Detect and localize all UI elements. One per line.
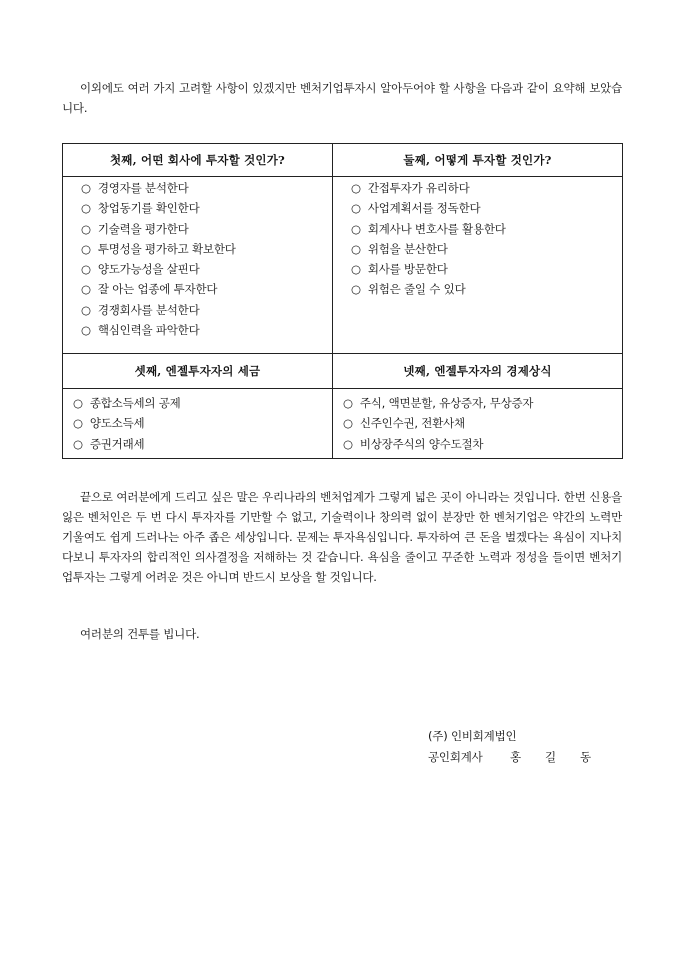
list-item: ○ 투명성을 평가하고 확보한다 (81, 239, 332, 259)
list-item: ○ 종합소득세의 공제 (73, 393, 332, 413)
signer-line (428, 747, 603, 768)
list-item: ○ 위험을 분산한다 (351, 239, 622, 259)
section-1-list (63, 177, 332, 340)
section-4-list (333, 389, 622, 454)
closing-wish: 여러분의 건투를 빕니다. (80, 627, 200, 641)
list-item: ○ 경영자를 분석한다 (81, 178, 332, 198)
closing-paragraph: 끝으로 여러분에게 드리고 싶은 말은 우리나라의 벤처업계가 그렇게 넓은 곳이 아니라는 것입니다. 한번 신용을 잃은 벤처인은 두 번 다시 투자자를 기만할 수 없고, 기술력이나 창의력 없이 분장만 한 벤처기업은 약간의 노력만 기울여도 쉽게 드러나는 아주 좁은 세상입니다. 문제는 투자욕심입니다. 투자하여 큰 돈을 벌겠다는 욕심이 지나치다보니 투자자의 합리적인 의사결정을 저해하는 것 같습니다. 욕심을 줄이고 꾸준한 노력과 정성을 들이면 벤처기업투자는 그렇게 어려운 것은 아니며 반드시 보상을 할 것입니다. (62, 490, 622, 584)
list-item: ○ 잘 아는 업종에 투자한다 (81, 279, 332, 299)
section-1-heading: 첫째, 어떤 회사에 투자할 것인가? (63, 144, 333, 177)
list-item: ○ 증권거래세 (73, 434, 332, 454)
list-item: ○ 창업동기를 확인한다 (81, 198, 332, 218)
intro-paragraph: 이외에도 여러 가지 고려할 사항이 있겠지만 벤처기업투자시 알아두어야 할 사항을 다음과 같이 요약해 보았습니다. (62, 81, 622, 115)
signer-name-char: 길 (545, 750, 556, 764)
list-item: ○ 양도가능성을 살핀다 (81, 259, 332, 279)
list-item: ○ 핵심인력을 파악한다 (81, 320, 332, 340)
section-2-body (333, 177, 623, 354)
list-item: ○ 기술력을 평가한다 (81, 219, 332, 239)
list-item: ○ 위험은 줄일 수 있다 (351, 279, 622, 299)
section-2-heading: 둘째, 어떻게 투자할 것인가? (333, 144, 623, 177)
section-1-body (63, 177, 333, 354)
section-4-heading: 넷째, 엔젤투자자의 경제상식 (333, 354, 623, 389)
list-item: ○ 회사를 방문한다 (351, 259, 622, 279)
list-item: ○ 사업계획서를 정독한다 (351, 198, 622, 218)
section-2-list (333, 177, 622, 300)
list-item: ○ 양도소득세 (73, 413, 332, 433)
section-3-list (63, 389, 332, 454)
list-item: ○ 신주인수권, 전환사채 (343, 413, 622, 433)
summary-table (62, 143, 623, 459)
firm-name: (주) 인비회계법인 (428, 729, 517, 743)
list-item: ○ 간접투자가 유리하다 (351, 178, 622, 198)
signer-name-char: 동 (580, 750, 591, 764)
section-3-heading: 셋째, 엔젤투자자의 세금 (63, 354, 333, 389)
list-item: ○ 주식, 액면분할, 유상증자, 무상증자 (343, 393, 622, 413)
signer-title: 공인회계사 (428, 750, 483, 764)
signature-block (428, 726, 603, 768)
section-3-body (63, 389, 333, 459)
list-item: ○ 회계사나 변호사를 활용한다 (351, 219, 622, 239)
section-4-body (333, 389, 623, 459)
list-item: ○ 비상장주식의 양수도절차 (343, 434, 622, 454)
list-item: ○ 경쟁회사를 분석한다 (81, 300, 332, 320)
signer-name-char: 홍 (510, 750, 521, 764)
